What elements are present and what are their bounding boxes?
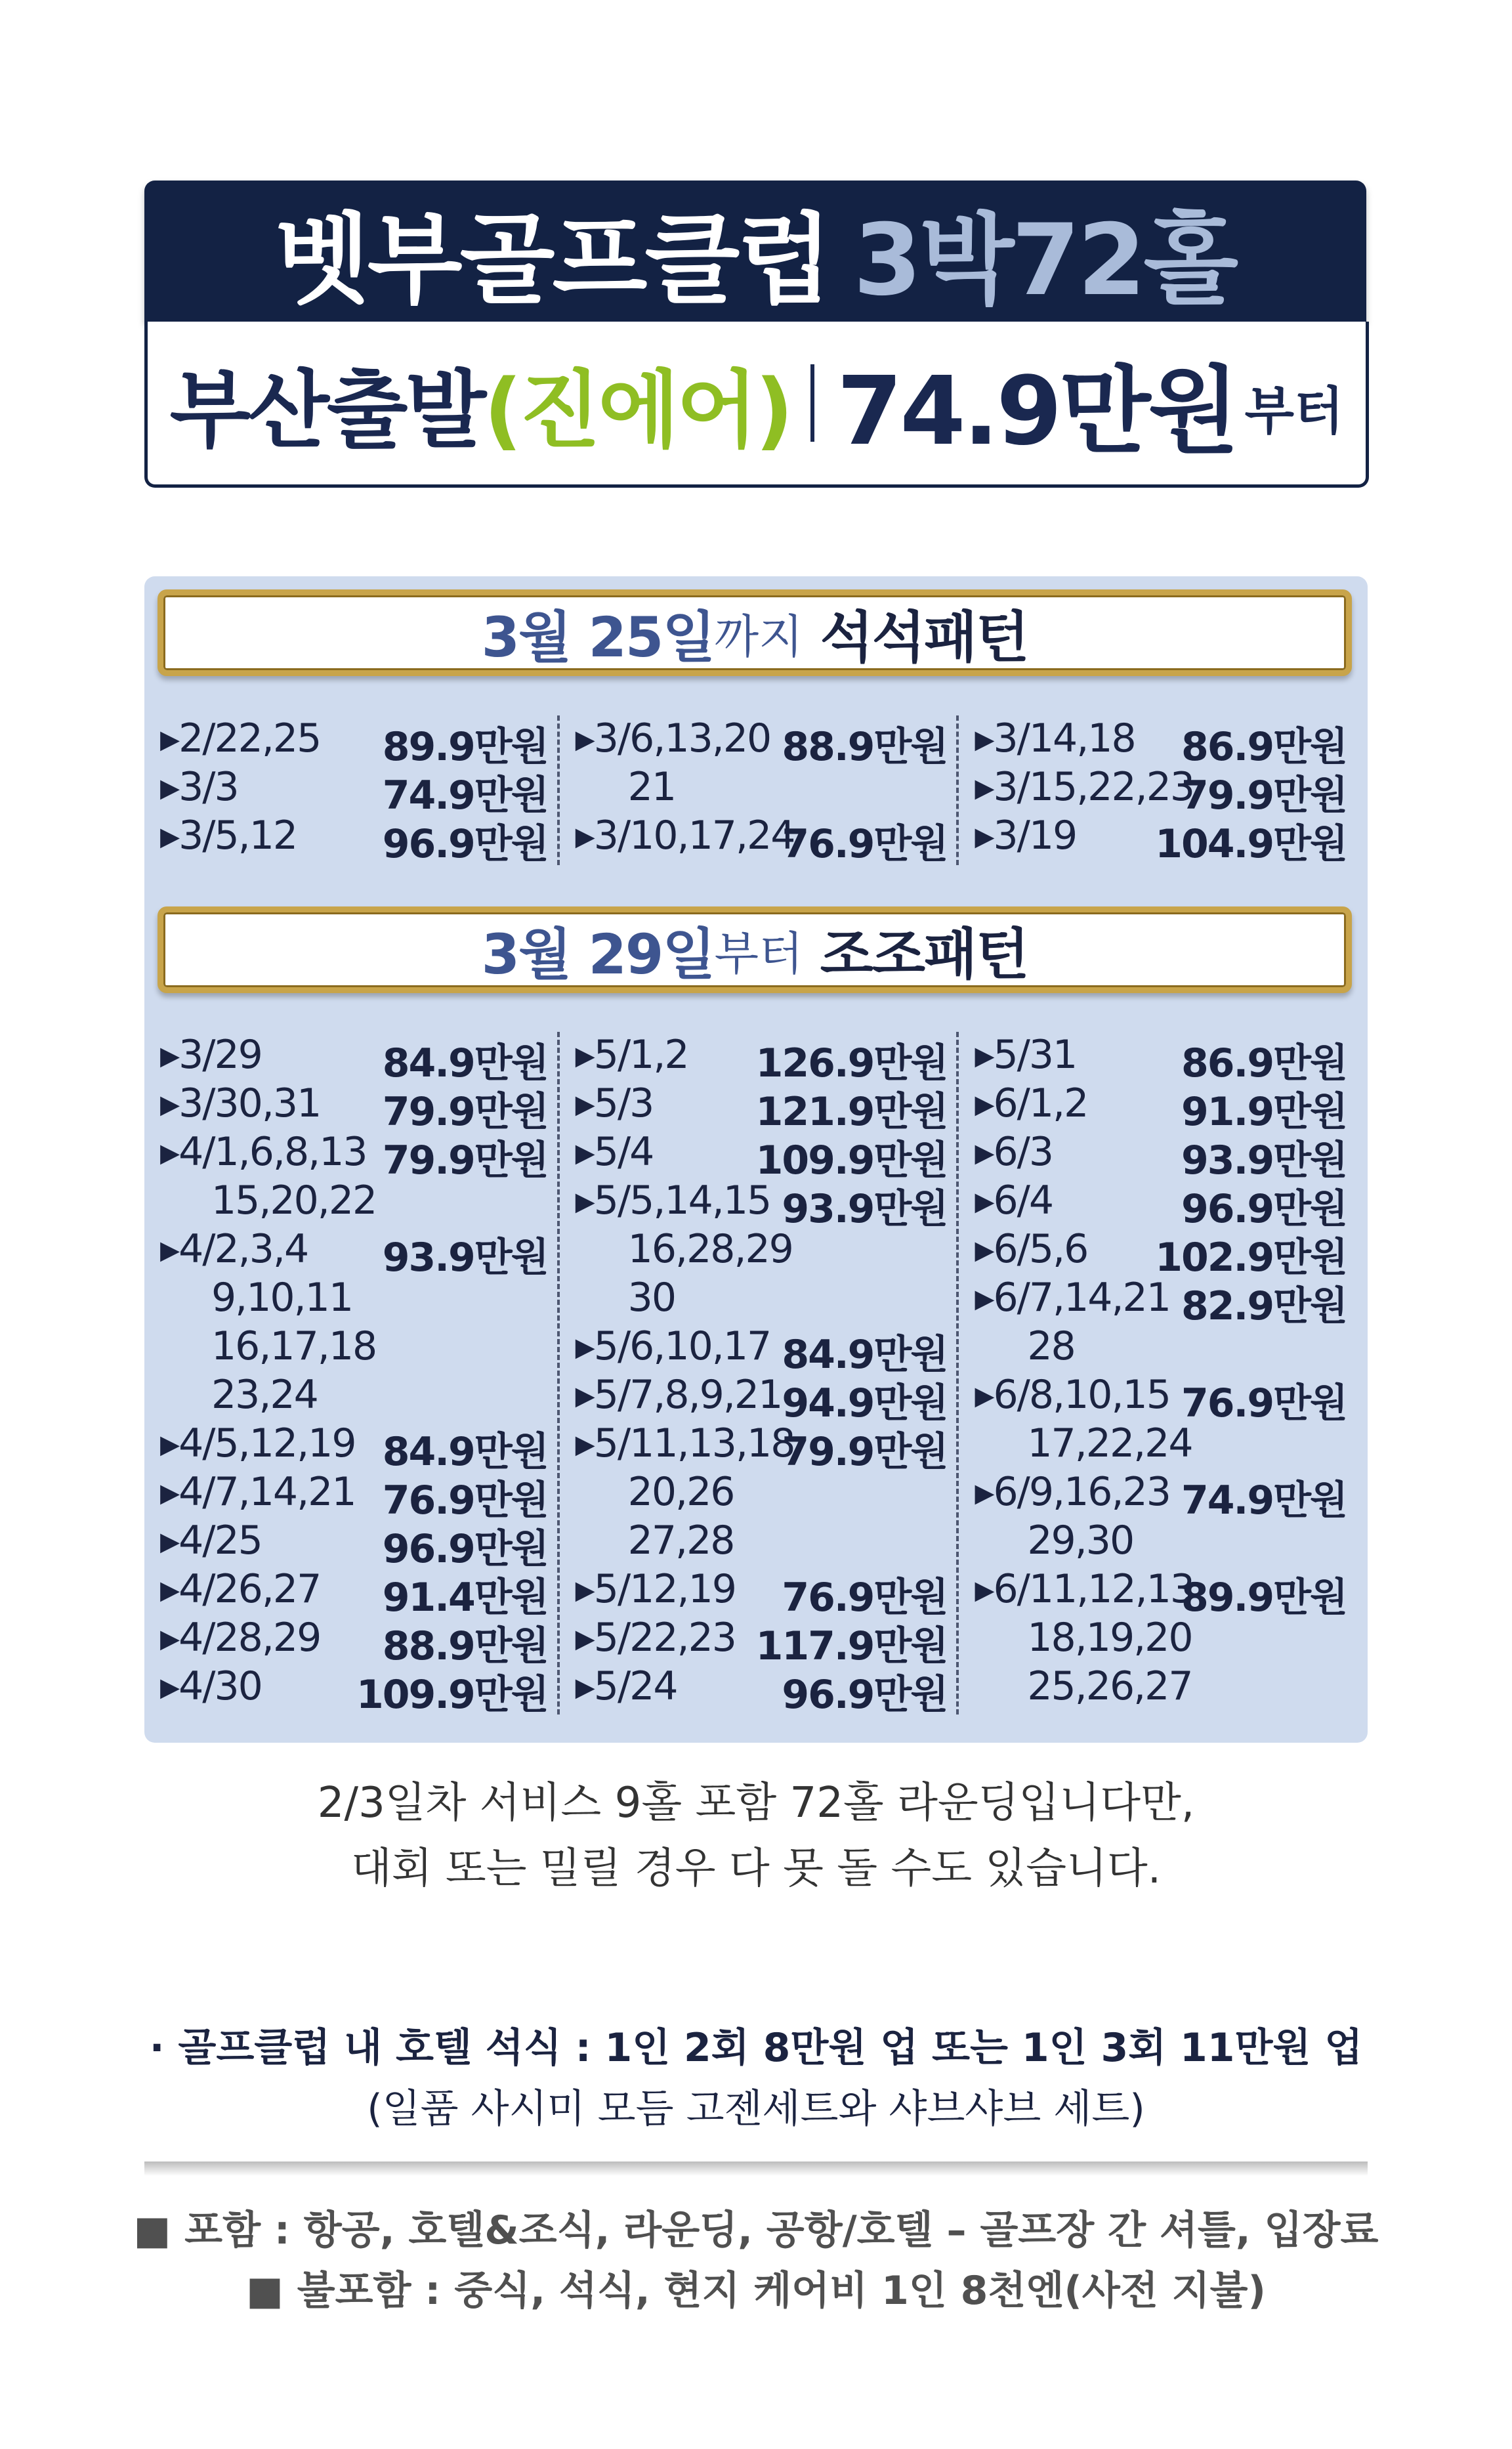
dinner-option: · 골프클럽 내 호텔 석식 : 1인 2회 8만원 업 또는 1인 3회 11만원 업 (149, 2025, 1363, 2071)
departure-dates: ▸3/6,13,20 (575, 715, 771, 761)
departure-dates: ▸3/14,18 (975, 715, 1135, 761)
departure-dates: ▸3/5,12 (160, 813, 297, 859)
date-price-row (560, 1566, 957, 1621)
golf-club-name: 벳부골프클럽 (274, 203, 830, 318)
price-column (160, 1032, 557, 1718)
tour-price: 96.9만원 (382, 1526, 548, 1572)
departure-dates: ▸4/30 (160, 1663, 262, 1709)
tour-price: 121.9만원 (755, 1089, 948, 1135)
price-grid-2 (160, 1032, 1356, 1718)
additional-dates: 28 (1027, 1323, 1075, 1369)
additional-dates: 18,19,20 (1027, 1615, 1192, 1661)
price-column (557, 715, 957, 865)
section-banner-1 (158, 589, 1352, 676)
departure-dates: ▸6/1,2 (975, 1080, 1088, 1126)
date-price-row (959, 1080, 1356, 1135)
departure-dates: ▸5/1,2 (575, 1032, 688, 1078)
departure-dates: ▸5/31 (975, 1032, 1077, 1078)
section-pattern: 석석패턴 (820, 605, 1028, 670)
departure-dates: ▸4/26,27 (160, 1566, 321, 1612)
price-column (956, 1032, 1356, 1714)
date-price-row (560, 715, 957, 770)
departure-dates: ▸5/11,13,18 (575, 1420, 795, 1466)
tour-price: 96.9만원 (382, 821, 548, 867)
tour-price: 79.9만원 (782, 1429, 948, 1475)
tour-price: 104.9만원 (1155, 821, 1347, 867)
departure-dates: ▸6/9,16,23 (975, 1469, 1170, 1515)
additional-dates: 23,24 (211, 1372, 318, 1418)
date-price-row (160, 1226, 557, 1281)
departure-dates: ▸5/4 (575, 1129, 654, 1175)
departure-dates: ▸6/7,14,21 (975, 1275, 1170, 1321)
departure-city: 부산출발 (169, 362, 484, 459)
date-price-row (959, 764, 1356, 819)
departure-dates: ▸6/11,12,13 (975, 1566, 1194, 1612)
section-banner-2 (158, 906, 1352, 993)
tour-price: 89.9만원 (382, 724, 548, 770)
date-price-row (160, 764, 557, 819)
title-bar (144, 181, 1366, 322)
starting-price: 74.9만원 (837, 355, 1237, 466)
tour-price: 84.9만원 (382, 1040, 548, 1086)
departure-dates: ▸6/8,10,15 (975, 1372, 1170, 1418)
tour-price: 94.9만원 (782, 1380, 948, 1426)
tour-price: 79.9만원 (382, 1138, 548, 1183)
additional-dates: 27,28 (627, 1518, 734, 1564)
tour-price: 88.9만원 (782, 724, 948, 770)
date-price-row (959, 715, 1356, 770)
additional-dates: 29,30 (1027, 1518, 1134, 1564)
tour-price: 76.9만원 (382, 1478, 548, 1523)
departure-dates: ▸3/30,31 (160, 1080, 321, 1126)
tour-price: 109.9만원 (755, 1138, 948, 1183)
additional-dates: 21 (627, 764, 676, 810)
excluded-items: ■ 불포함 : 중식, 석식, 현지 케어비 1인 8천엔(사전 지불) (246, 2268, 1266, 2314)
additional-dates: 16,17,18 (211, 1323, 377, 1369)
trip-length: 3박72홀 (853, 203, 1236, 318)
date-price-row (959, 1129, 1356, 1183)
date-price-row (959, 1032, 1356, 1086)
tour-price: 79.9만원 (1181, 773, 1347, 819)
departure-dates: ▸5/22,23 (575, 1615, 736, 1661)
note-line-2: 대회 또는 밀릴 경우 다 못 돌 수도 있습니다. (350, 1844, 1162, 1893)
date-price-row (160, 1615, 557, 1669)
date-price-row (959, 1372, 1356, 1426)
date-price-row (160, 715, 557, 770)
price-suffix: 부터 (1244, 382, 1344, 441)
additional-dates: 15,20,22 (211, 1178, 377, 1224)
date-price-row (959, 1226, 1356, 1281)
date-price-row (160, 1032, 557, 1086)
price-column (956, 715, 1356, 865)
dinner-menu: (일품 사시미 모듬 고젠세트와 샤브샤브 세트) (367, 2086, 1145, 2132)
departure-dates: ▸4/2,3,4 (160, 1226, 308, 1272)
tour-price: 86.9만원 (1181, 724, 1347, 770)
date-price-row (959, 813, 1356, 867)
airline: (진에어) (484, 362, 791, 459)
date-price-row (560, 1663, 957, 1718)
departure-dates: ▸5/3 (575, 1080, 654, 1126)
departure-dates: ▸6/3 (975, 1129, 1053, 1175)
additional-dates: 20,26 (627, 1469, 734, 1515)
date-price-row (959, 1566, 1356, 1621)
price-grid-1 (160, 715, 1356, 865)
date-price-row (959, 1469, 1356, 1523)
tour-price: 91.4만원 (382, 1575, 548, 1621)
additional-dates: 25,26,27 (1027, 1663, 1192, 1709)
price-column (160, 715, 557, 865)
tour-price: 74.9만원 (382, 773, 548, 819)
departure-dates: ▸5/24 (575, 1663, 677, 1709)
tour-price: 102.9만원 (1155, 1235, 1347, 1281)
departure-dates: ▸4/7,14,21 (160, 1469, 356, 1515)
tour-price: 79.9만원 (382, 1089, 548, 1135)
section-mid: 부터 (714, 926, 803, 981)
date-price-row (160, 1420, 557, 1475)
departure-dates: ▸6/4 (975, 1178, 1053, 1224)
date-price-row (160, 1129, 557, 1183)
departure-dates: ▸4/25 (160, 1518, 262, 1564)
date-price-row (959, 1275, 1356, 1329)
departure-dates: ▸5/6,10,17 (575, 1323, 771, 1369)
departure-dates: ▸2/22,25 (160, 715, 321, 761)
date-price-row (160, 1080, 557, 1135)
tour-price: 91.9만원 (1181, 1089, 1347, 1135)
departure-dates: ▸3/3 (160, 764, 238, 810)
date-price-row (560, 1615, 957, 1669)
note-line-1: 2/3일차 서비스 9홀 포함 72홀 라운딩입니다만, (317, 1779, 1195, 1827)
price-column (557, 1032, 957, 1718)
date-price-row (560, 1323, 957, 1378)
included-items: ■ 포함 : 항공, 호텔&조식, 라운딩, 공항/호텔 – 골프장 간 셔틀, 입장료 (133, 2207, 1379, 2253)
departure-dates: ▸3/19 (975, 813, 1077, 859)
departure-dates: ▸4/5,12,19 (160, 1420, 356, 1466)
date-price-row (160, 1518, 557, 1572)
tour-price: 88.9만원 (382, 1623, 548, 1669)
date-price-row (160, 1566, 557, 1621)
date-price-row (160, 1663, 557, 1718)
tour-price: 93.9만원 (382, 1235, 548, 1281)
date-price-row (560, 813, 957, 867)
section-date: 3월 29일 (481, 922, 715, 987)
departure-dates: ▸5/7,8,9,21 (575, 1372, 782, 1418)
section-date: 3월 25일 (481, 605, 715, 670)
tour-price: 96.9만원 (1181, 1186, 1347, 1232)
divider (810, 364, 814, 442)
date-price-row (560, 1032, 957, 1086)
additional-dates: 16,28,29 (627, 1226, 793, 1272)
tour-price: 74.9만원 (1181, 1478, 1347, 1523)
tour-price: 76.9만원 (782, 1575, 948, 1621)
price-bar (144, 322, 1369, 488)
departure-dates: ▸3/15,22,23 (975, 764, 1194, 810)
departure-dates: ▸6/5,6 (975, 1226, 1088, 1272)
tour-price: 89.9만원 (1181, 1575, 1347, 1621)
date-price-row (560, 1372, 957, 1426)
tour-price: 76.9만원 (782, 821, 948, 867)
section-pattern: 조조패턴 (820, 922, 1028, 987)
tour-price: 117.9만원 (755, 1623, 948, 1669)
tour-price: 86.9만원 (1181, 1040, 1347, 1086)
departure-dates: ▸4/1,6,8,13 (160, 1129, 367, 1175)
tour-price: 76.9만원 (1181, 1380, 1347, 1426)
additional-dates: 30 (627, 1275, 676, 1321)
departure-dates: ▸4/28,29 (160, 1615, 321, 1661)
tour-price: 82.9만원 (1181, 1283, 1347, 1329)
departure-dates: ▸5/12,19 (575, 1566, 736, 1612)
departure-dates: ▸3/29 (160, 1032, 262, 1078)
date-price-row (959, 1178, 1356, 1232)
tour-price: 93.9만원 (1181, 1138, 1347, 1183)
date-price-row (160, 813, 557, 867)
date-price-row (160, 1469, 557, 1523)
date-price-row (560, 1178, 957, 1232)
tour-price: 84.9만원 (782, 1332, 948, 1378)
departure-dates: ▸5/5,14,15 (575, 1178, 771, 1224)
tour-price: 84.9만원 (382, 1429, 548, 1475)
tour-price: 93.9만원 (782, 1186, 948, 1232)
additional-dates: 17,22,24 (1027, 1420, 1192, 1466)
date-price-row (560, 1080, 957, 1135)
section-mid: 까지 (714, 609, 803, 664)
date-price-row (560, 1129, 957, 1183)
date-price-row (560, 1420, 957, 1475)
tour-price: 109.9만원 (356, 1672, 548, 1718)
divider-line (144, 2162, 1368, 2176)
tour-price: 126.9만원 (755, 1040, 948, 1086)
additional-dates: 9,10,11 (211, 1275, 353, 1321)
departure-dates: ▸3/10,17,24 (575, 813, 795, 859)
tour-price: 96.9만원 (782, 1672, 948, 1718)
